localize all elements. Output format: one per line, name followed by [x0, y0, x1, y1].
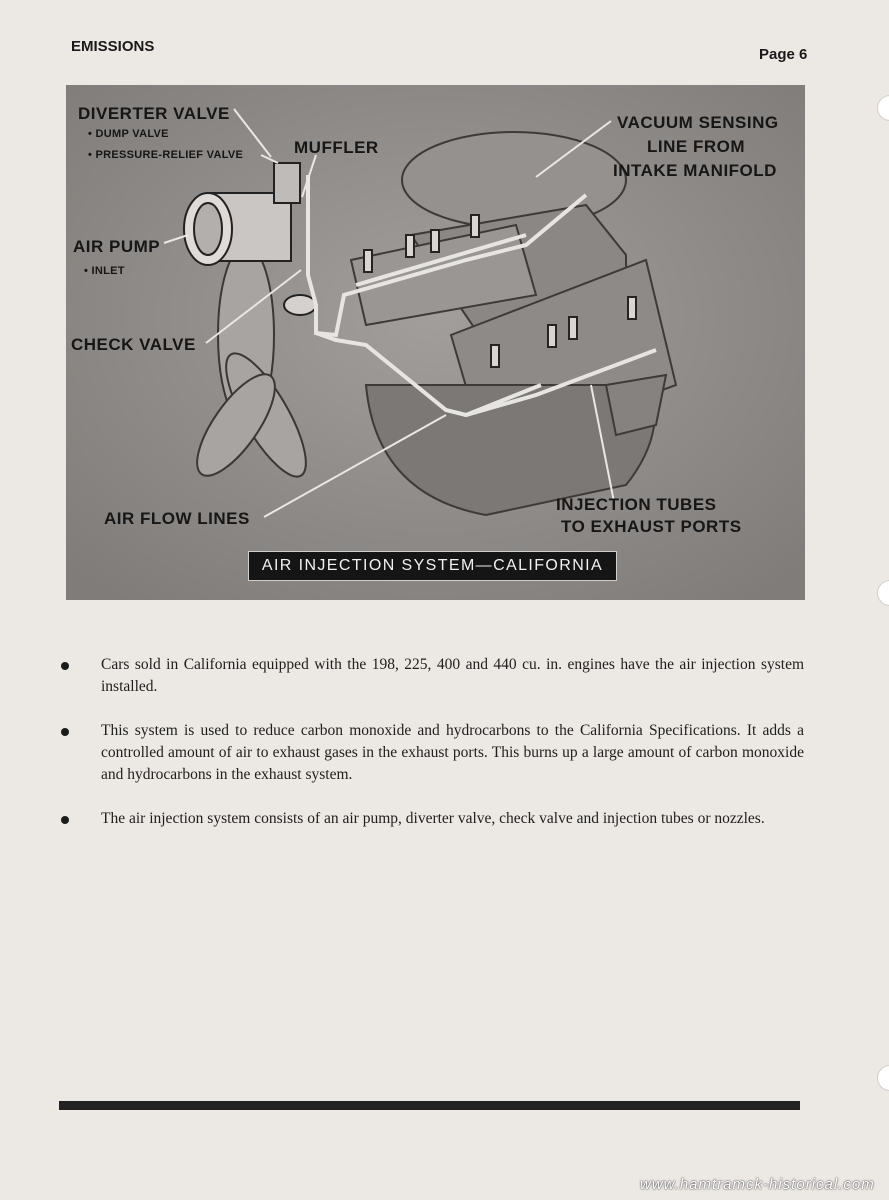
- injection-tubes-label-2: TO EXHAUST PORTS: [561, 517, 742, 536]
- bullet-icon: [61, 816, 69, 824]
- vacuum-line-label-2: LINE FROM: [647, 137, 745, 156]
- bullet-icon: [61, 662, 69, 670]
- figure-caption: [248, 551, 617, 581]
- vacuum-line-label-1: VACUUM SENSING: [617, 113, 779, 132]
- list-item: [59, 808, 804, 830]
- list-item: [59, 654, 804, 698]
- pressure-relief-label: • PRESSURE-RELIEF VALVE: [88, 149, 244, 161]
- bullet-text: Cars sold in California equipped with the 198, 225, 400 and 440 cu. in. engines have the air injection system installed.: [101, 656, 804, 695]
- punch-hole: [877, 580, 889, 606]
- bullet-list: [59, 654, 804, 852]
- diverter-valve-label: DIVERTER VALVE: [78, 104, 230, 123]
- injection-tubes-label-1: INJECTION TUBES: [556, 495, 717, 514]
- bullet-icon: [61, 728, 69, 736]
- dump-valve-label: • DUMP VALVE: [88, 128, 169, 140]
- air-flow-lines-label: AIR FLOW LINES: [104, 509, 250, 528]
- vacuum-line-label-3: INTAKE MANIFOLD: [613, 161, 777, 180]
- muffler-label: MUFFLER: [294, 138, 379, 157]
- punch-hole: [877, 95, 889, 121]
- section-title: EMISSIONS: [71, 38, 155, 55]
- check-valve-label: CHECK VALVE: [71, 335, 196, 354]
- bullet-text: The air injection system consists of an air pump, diverter valve, check valve and injection tubes or nozzles.: [101, 810, 765, 827]
- page-number: Page 6: [759, 46, 808, 63]
- air-pump-label: AIR PUMP: [73, 237, 161, 256]
- inlet-label: • INLET: [84, 265, 125, 277]
- punch-hole: [877, 1065, 889, 1091]
- bullet-text: This system is used to reduce carbon monoxide and hydrocarbons to the California Specifications. It adds a controlled amount of air to exhaust gases in the exhaust ports. This burns up a large amount of carbon monoxide and hydrocarbons in the exhaust system.: [101, 722, 804, 783]
- watermark: www.hamtramck-historical.com: [640, 1176, 875, 1193]
- list-item: [59, 720, 804, 786]
- figure-caption-text: AIR INJECTION SYSTEM—CALIFORNIA: [261, 557, 604, 574]
- footer-rule: [59, 1101, 800, 1110]
- air-injection-diagram: [66, 85, 805, 600]
